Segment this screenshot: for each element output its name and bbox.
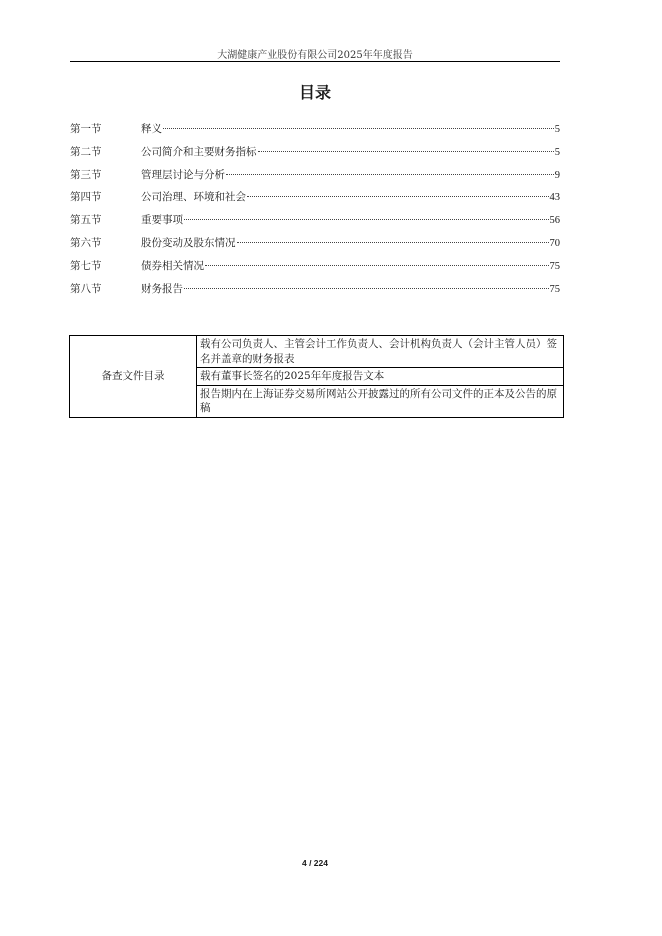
- toc-entry[interactable]: [70, 209, 560, 232]
- toc-chapter-name: 债券相关情况: [141, 259, 204, 272]
- toc-dot-leader: [237, 242, 549, 243]
- toc-chapter-name: 公司简介和主要财务指标: [141, 145, 257, 158]
- toc-chapter-name: 重要事项: [141, 214, 183, 227]
- toc-chapter-number: 第一节: [70, 123, 102, 135]
- toc-chapter-number: 第八节: [70, 282, 102, 295]
- toc-chapter-number: 第二节: [70, 145, 102, 158]
- page-indicator: 4 / 224: [302, 858, 328, 868]
- toc-entry[interactable]: [70, 118, 560, 141]
- toc-dot-leader: [184, 219, 549, 220]
- toc-chapter-name: 财务报告: [141, 282, 183, 295]
- toc-page-number: 9: [554, 169, 560, 181]
- toc-dot-leader: [247, 196, 549, 197]
- toc-entry[interactable]: [70, 255, 560, 278]
- reference-document-item: 载有公司负责人、主管会计工作负责人、会计机构负责人（会计主管人员）签名并盖章的财务报表: [197, 336, 564, 368]
- toc-page-number: 75: [549, 283, 560, 295]
- toc-page-number: 5: [554, 146, 560, 158]
- toc-page-number: 56: [549, 215, 560, 227]
- report-header: 大湖健康产业股份有限公司2025年年度报告: [217, 50, 413, 61]
- toc-chapter-number: 第七节: [70, 259, 102, 272]
- toc-entry[interactable]: [70, 164, 560, 187]
- toc-dot-leader: [163, 128, 554, 129]
- toc-dot-leader: [184, 288, 549, 289]
- toc-page-number: 70: [549, 237, 560, 249]
- toc-entry[interactable]: [70, 186, 560, 209]
- toc-title: 目录: [298, 83, 331, 102]
- toc-entry[interactable]: [70, 141, 560, 164]
- reference-documents-label: 备查文件目录: [70, 336, 197, 418]
- reference-document-item: 报告期内在上海证券交易所网站公开披露过的所有公司文件的正本及公告的原稿: [197, 385, 564, 417]
- toc-chapter-name: 释义: [141, 123, 162, 135]
- toc-page-number: 75: [549, 260, 560, 272]
- toc-dot-leader: [226, 174, 554, 175]
- toc-chapter-number: 第五节: [70, 214, 102, 227]
- toc-page-number: 5: [554, 124, 560, 135]
- toc-chapter-number: 第六节: [70, 236, 102, 249]
- toc-page-number: 43: [549, 192, 560, 204]
- reference-documents-table: [69, 335, 564, 418]
- toc-entry[interactable]: [70, 232, 560, 255]
- toc-dot-leader: [258, 151, 554, 152]
- toc-chapter-name: 管理层讨论与分析: [141, 168, 225, 181]
- toc-chapter-number: 第四节: [70, 191, 102, 204]
- toc-chapter-name: 公司治理、环境和社会: [141, 191, 246, 204]
- toc-entry[interactable]: [70, 278, 560, 301]
- table-of-contents: [70, 118, 560, 300]
- reference-document-item: 载有董事长签名的2025年年度报告文本: [197, 368, 564, 386]
- header-divider: [70, 61, 560, 62]
- table-row: [70, 336, 564, 368]
- toc-dot-leader: [205, 265, 549, 266]
- toc-chapter-name: 股份变动及股东情况: [141, 236, 236, 249]
- toc-chapter-number: 第三节: [70, 168, 102, 181]
